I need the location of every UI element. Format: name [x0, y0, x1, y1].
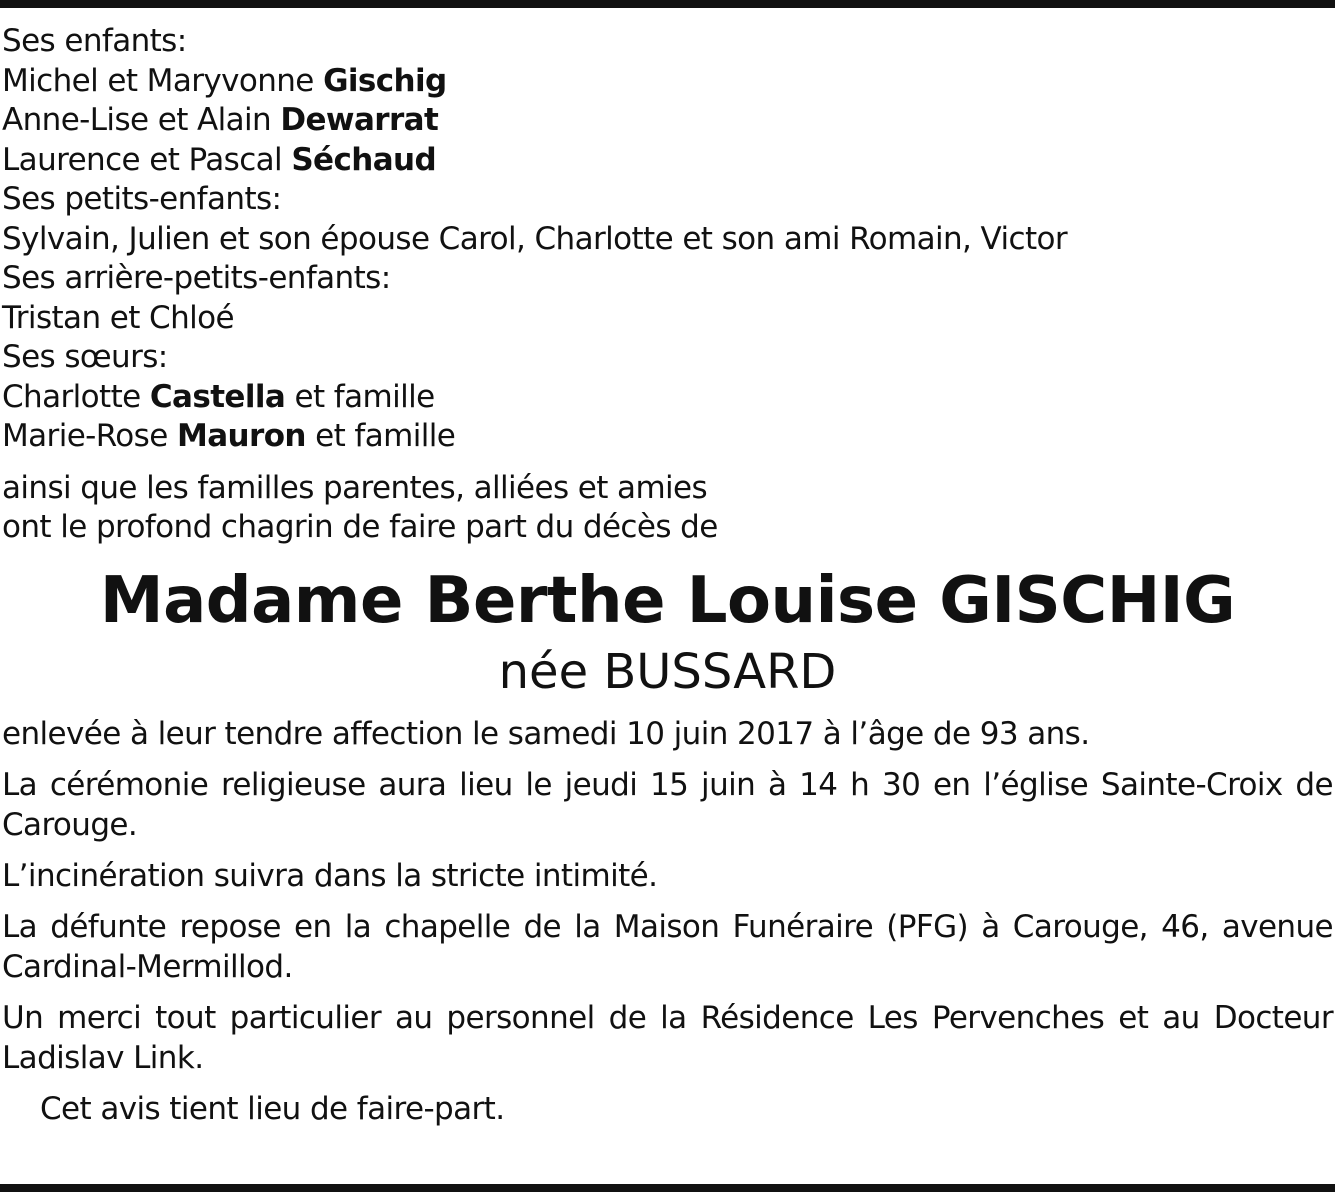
child-surname: Séchaud — [291, 141, 437, 178]
death-paragraph: enlevée à leur tendre affection le samedi 10 juin 2017 à l’âge de 93 ans. — [2, 715, 1090, 752]
child-surname: Dewarrat — [280, 102, 439, 138]
sister-suffix: et famille — [294, 378, 435, 415]
intro-line-1: ainsi que les familles parentes, alliées et amies — [2, 469, 708, 506]
sister-suffix: et famille — [315, 418, 456, 454]
obituary-notice — [2, 22, 1333, 1140]
child-surname: Gischig — [323, 62, 447, 99]
sister-entry — [2, 417, 1333, 457]
children-heading: Ses enfants: — [2, 23, 187, 59]
child-first-names: Laurence et Pascal — [2, 141, 283, 178]
top-rule — [0, 0, 1335, 8]
grandchildren-names: Sylvain, Julien et son épouse Carol, Charlotte et son ami Romain, Victor — [2, 220, 1068, 257]
notice-paragraph: Cet avis tient lieu de faire-part. — [40, 1090, 505, 1127]
child-entry — [2, 101, 1333, 141]
sister-surname: Castella — [149, 378, 286, 415]
great-grandchildren-heading: Ses arrière-petits-enfants: — [2, 260, 391, 296]
maiden-name: née BUSSARD — [498, 643, 837, 700]
ceremony-paragraph: La cérémonie religieuse aura lieu le jeudi 15 juin à 14 h 30 en l’église Sainte-Croix de Carouge. — [2, 766, 1333, 843]
child-first-names: Anne-Lise et Alain — [2, 102, 272, 138]
grandchildren-heading: Ses petits-enfants: — [2, 181, 282, 217]
sister-surname: Mauron — [176, 418, 306, 454]
child-first-names: Michel et Maryvonne — [2, 62, 314, 99]
sister-entry — [2, 378, 1333, 418]
great-grandchildren-names: Tristan et Chloé — [2, 299, 234, 336]
bottom-rule — [0, 1184, 1335, 1192]
child-entry — [2, 62, 1333, 102]
sisters-heading: Ses sœurs: — [2, 339, 168, 375]
sister-first-name: Marie-Rose — [2, 418, 168, 454]
intro-line-2: ont le profond chagrin de faire part du décès de — [2, 509, 718, 545]
sister-first-name: Charlotte — [2, 378, 141, 415]
thanks-paragraph: Un merci tout particulier au personnel de la Résidence Les Pervenches et au Docteur Ladislav Link. — [2, 999, 1333, 1076]
deceased-name: Madame Berthe Louise GISCHIG — [99, 563, 1236, 638]
child-entry — [2, 141, 1333, 181]
repose-paragraph: La défunte repose en la chapelle de la Maison Funéraire (PFG) à Carouge, 46, avenue Cardinal-Mermillod. — [2, 908, 1333, 985]
cremation-paragraph: L’incinération suivra dans la stricte intimité. — [2, 857, 658, 894]
